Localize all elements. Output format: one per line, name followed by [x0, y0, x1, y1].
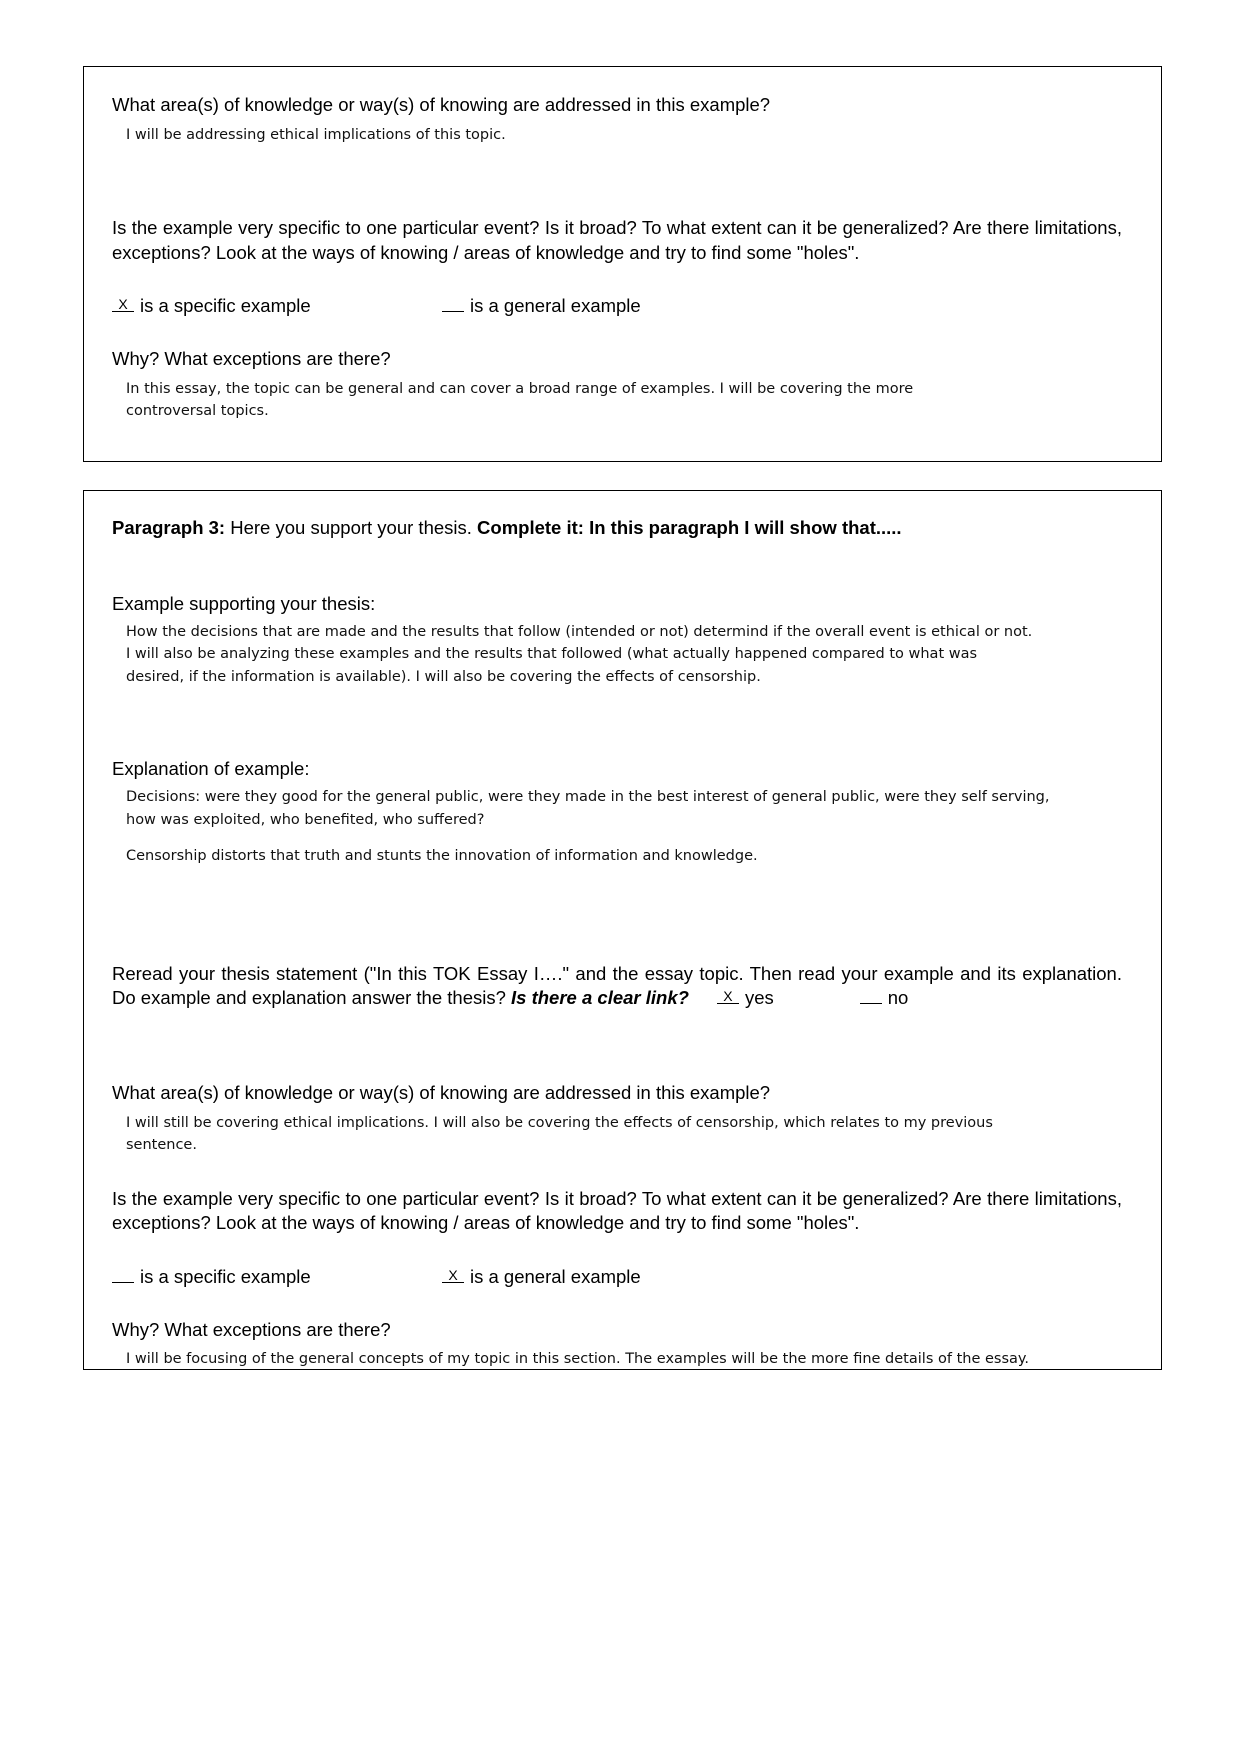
question-specificity: Is the example very specific to one particular event? Is it broad? To what extent can it be generalized? Are there limitations, exceptions? Look at the ways of knowing / areas of knowledge and try to find some "holes". — [112, 217, 1122, 263]
clear-link-emphasis: Is there a clear link? — [511, 987, 689, 1009]
answer-areas-of-knowledge-2-line1: I will still be covering ethical implications. I will also be covering the effects of censorship, which relates to my previous — [126, 1114, 993, 1131]
question-specificity-2: Is the example very specific to one particular event? Is it broad? To what extent can it be generalized? Are there limitations, exceptions? Look at the ways of knowing / areas of knowledge and try to find some "holes". — [112, 1187, 1122, 1234]
paragraph-3-label: Paragraph 3: — [112, 517, 226, 538]
example-answer-line1: How the decisions that are made and the results that follow (intended or not) determind if the overall event is ethical or not. — [126, 624, 1033, 640]
paragraph-3-heading — [112, 517, 1133, 539]
specificity-choice-row — [112, 295, 1133, 317]
no-label: no — [887, 987, 909, 1009]
answer-why-exceptions-2: I will be focusing of the general concepts of my topic in this section. The examples will be the more fine details of the essay. — [126, 1351, 1030, 1368]
answer-areas-of-knowledge: I will be addressing ethical implications of this topic. — [126, 126, 506, 143]
no-checkbox-mark[interactable]: __ — [860, 989, 882, 1004]
question-why-exceptions-2: Why? What exceptions are there? — [112, 1318, 391, 1340]
example-supporting-heading: Example supporting your thesis: — [112, 593, 376, 614]
specificity-choice-row-2 — [112, 1266, 1133, 1288]
choice-yes[interactable] — [717, 986, 774, 1011]
section-example-evaluation — [83, 66, 1162, 462]
specific-checkbox-mark-2[interactable]: __ — [112, 1268, 134, 1283]
choice-specific-example[interactable] — [112, 295, 442, 317]
yes-checkbox-mark[interactable]: X — [717, 989, 739, 1004]
question-why-exceptions: Why? What exceptions are there? — [112, 348, 391, 370]
section-paragraph-3 — [83, 490, 1162, 1370]
specific-checkbox-mark[interactable]: X — [112, 297, 134, 312]
specific-choice-label: is a specific example — [140, 295, 311, 317]
explanation-answer-line3: Censorship distorts that truth and stunts the innovation of information and knowledge. — [126, 848, 758, 865]
general-checkbox-mark-2[interactable]: X — [442, 1268, 464, 1283]
example-answer-line3: desired, if the information is available). I will also be covering the effects of censorship. — [126, 668, 761, 685]
specific-choice-label-2: is a specific example — [140, 1265, 311, 1287]
example-answer-line2: I will also be analyzing these examples and the results that followed (what actually happened compared to what was — [126, 646, 978, 663]
choice-general-example-2[interactable] — [442, 1266, 641, 1288]
question-areas-of-knowledge-2: What area(s) of knowledge or way(s) of knowing are addressed in this example? — [112, 1082, 771, 1103]
general-choice-label: is a general example — [470, 295, 641, 317]
explanation-answer-line1: Decisions: were they good for the general public, were they made in the best interest of general public, were they self serving, — [126, 789, 1050, 806]
general-choice-label-2: is a general example — [470, 1265, 641, 1287]
choice-general-example[interactable] — [442, 295, 641, 317]
question-reread-thesis — [112, 962, 1122, 1011]
answer-why-exceptions-line2: controversal topics. — [126, 403, 269, 420]
paragraph-3-complete-it: Complete it: In this paragraph I will show that..... — [477, 517, 902, 538]
yes-label: yes — [744, 987, 774, 1009]
question-areas-of-knowledge: What area(s) of knowledge or way(s) of knowing are addressed in this example? — [112, 94, 771, 115]
choice-specific-example-2[interactable] — [112, 1266, 442, 1288]
paragraph-3-text: Here you support your thesis. — [225, 517, 478, 538]
reread-text: Reread your thesis statement ("In this TOK Essay I…." and the essay topic. Then read your example and its explanation. Do example and explanation answer the thesis? — [112, 962, 1122, 1009]
general-checkbox-mark[interactable]: __ — [442, 297, 464, 312]
answer-why-exceptions-line1: In this essay, the topic can be general and can cover a broad range of examples. I will be covering the more — [126, 380, 914, 397]
choice-no[interactable] — [860, 986, 909, 1011]
answer-areas-of-knowledge-2-line2: sentence. — [126, 1137, 197, 1154]
explanation-of-example-heading: Explanation of example: — [112, 758, 310, 780]
explanation-answer-line2: how was exploited, who benefited, who suffered? — [126, 811, 485, 828]
